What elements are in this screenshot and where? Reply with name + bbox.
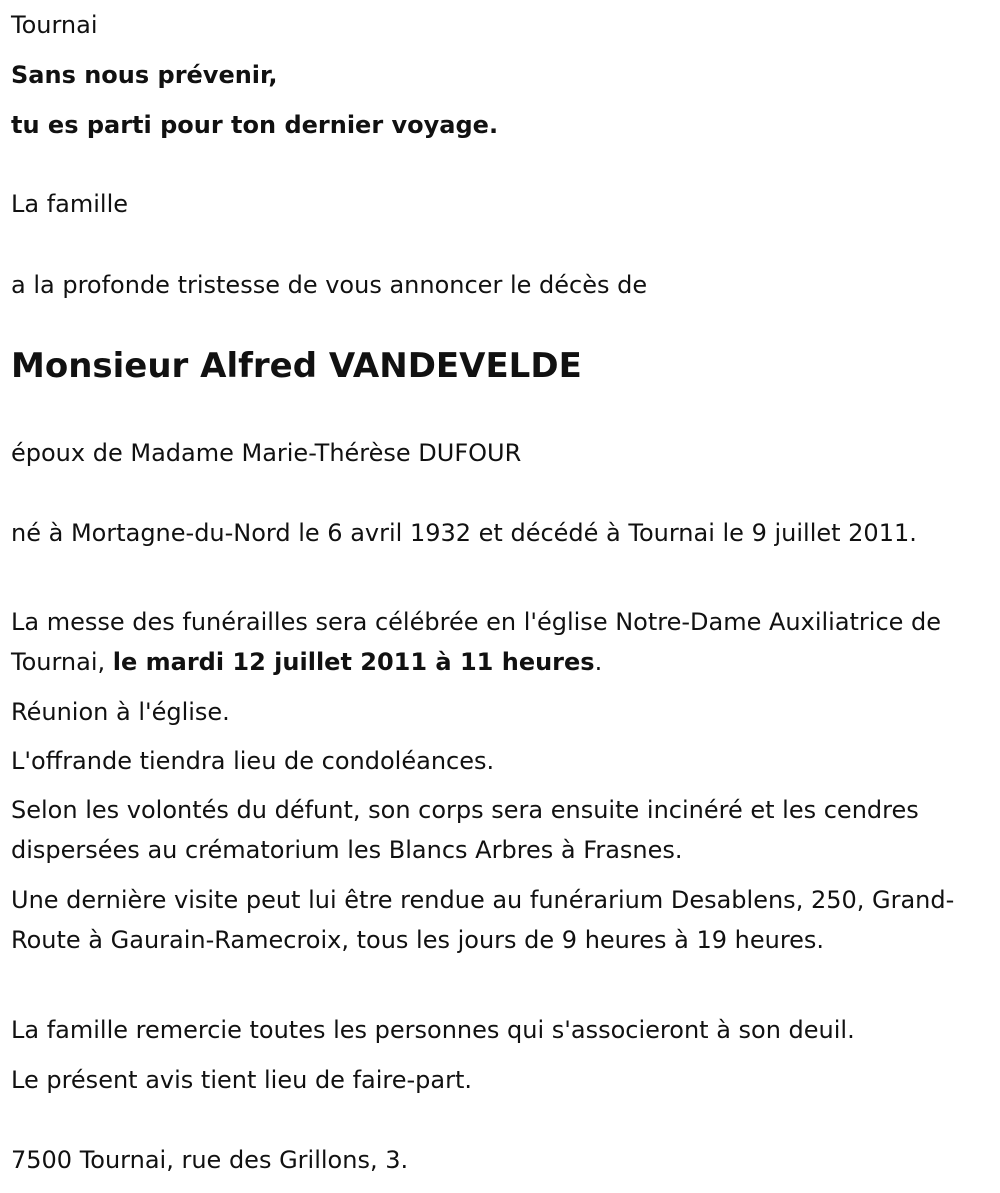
funeral-mass-datetime: le mardi 12 juillet 2011 à 11 heures: [112, 648, 595, 676]
verse-line-1: Sans nous prévenir,: [11, 61, 278, 89]
cremation-paragraph: Selon les volontés du défunt, son corps sera ensuite incinéré et les cendres dispersées au crématorium les Blancs Arbres à Frasnes.: [11, 796, 919, 864]
address-line: 7500 Tournai, rue des Grillons, 3.: [11, 1146, 409, 1174]
notice-line: Le présent avis tient lieu de faire-part.: [11, 1066, 473, 1094]
verse-line-2: tu es parti pour ton dernier voyage.: [11, 111, 499, 139]
announcement-text: a la profonde tristesse de vous annoncer le décès de: [11, 271, 648, 299]
offering-line: L'offrande tiendra lieu de condoléances.: [11, 747, 495, 775]
birth-death-line: né à Mortagne-du-Nord le 6 avril 1932 et décédé à Tournai le 9 juillet 2011.: [11, 519, 917, 547]
spouse-line: époux de Madame Marie-Thérèse DUFOUR: [11, 439, 522, 467]
visit-paragraph: Une dernière visite peut lui être rendue au funérarium Desablens, 250, Grand-Route à Gaurain-Ramecroix, tous les jours de 9 heures à 19 heures.: [11, 886, 955, 954]
funeral-mass-paragraph: [11, 602, 971, 682]
funeral-mass-period: .: [594, 648, 603, 676]
city-heading: Tournai: [11, 11, 98, 39]
deceased-name: Monsieur Alfred VANDEVELDE: [11, 346, 582, 386]
meeting-line: Réunion à l'église.: [11, 698, 230, 726]
funeral-mass-text: La messe des funérailles sera célébrée en l'église Notre-Dame Auxiliatrice de Tournai,: [11, 608, 942, 676]
thanks-line: La famille remercie toutes les personnes qui s'associeront à son deuil.: [11, 1016, 855, 1044]
family-label: La famille: [11, 190, 129, 218]
